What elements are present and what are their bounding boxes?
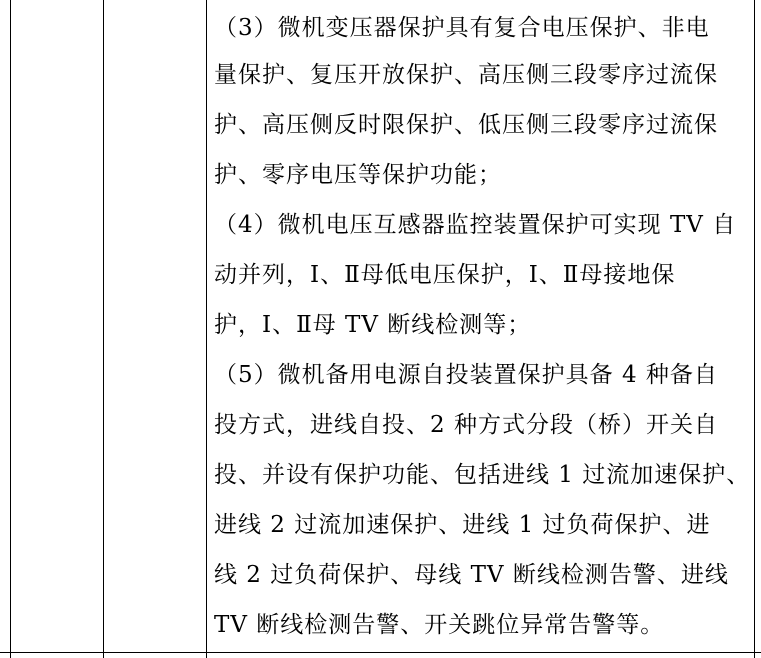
paragraph-3 — [214, 0, 748, 200]
text-line: 进线 2 过流加速保护、进线 1 过负荷保护、进 — [214, 512, 711, 538]
text-line: 护、高压侧反时限保护、低压侧三段零序过流保 — [214, 112, 718, 138]
text-line: 投方式，进线自投、2 种方式分段（桥）开关自 — [214, 412, 718, 438]
table-border-left — [10, 0, 11, 658]
table-border-right — [754, 0, 755, 658]
text-line: （3）微机变压器保护具有复合电压保护、非电 — [214, 15, 710, 41]
text-line: 护，Ⅰ、Ⅱ母 TV 断线检测等； — [214, 312, 532, 338]
column-divider-2 — [206, 0, 207, 658]
paragraph-5 — [214, 350, 751, 650]
text-line: 投、并设有保护功能、包括进线 1 过流加速保护、 — [214, 462, 751, 488]
text-line: 动并列，Ⅰ、Ⅱ母低电压保护，Ⅰ、Ⅱ母接地保 — [214, 262, 676, 288]
paragraph-4 — [214, 200, 748, 350]
text-line: （5）微机备用电源自投装置保护具备 4 种备自 — [214, 362, 718, 388]
text-line: 量保护、复压开放保护、高压侧三段零序过流保 — [214, 62, 718, 88]
column-divider-1 — [103, 0, 104, 658]
content-cell — [214, 0, 751, 650]
text-line: TV 断线检测告警、开关跳位异常告警等。 — [214, 612, 665, 638]
text-line: （4）微机电压互感器监控装置保护可实现 TV 自 — [214, 212, 737, 238]
row-divider — [0, 652, 761, 653]
text-line: 护、零序电压等保护功能； — [214, 162, 502, 188]
text-line: 线 2 过负荷保护、母线 TV 断线检测告警、进线 — [214, 562, 729, 588]
